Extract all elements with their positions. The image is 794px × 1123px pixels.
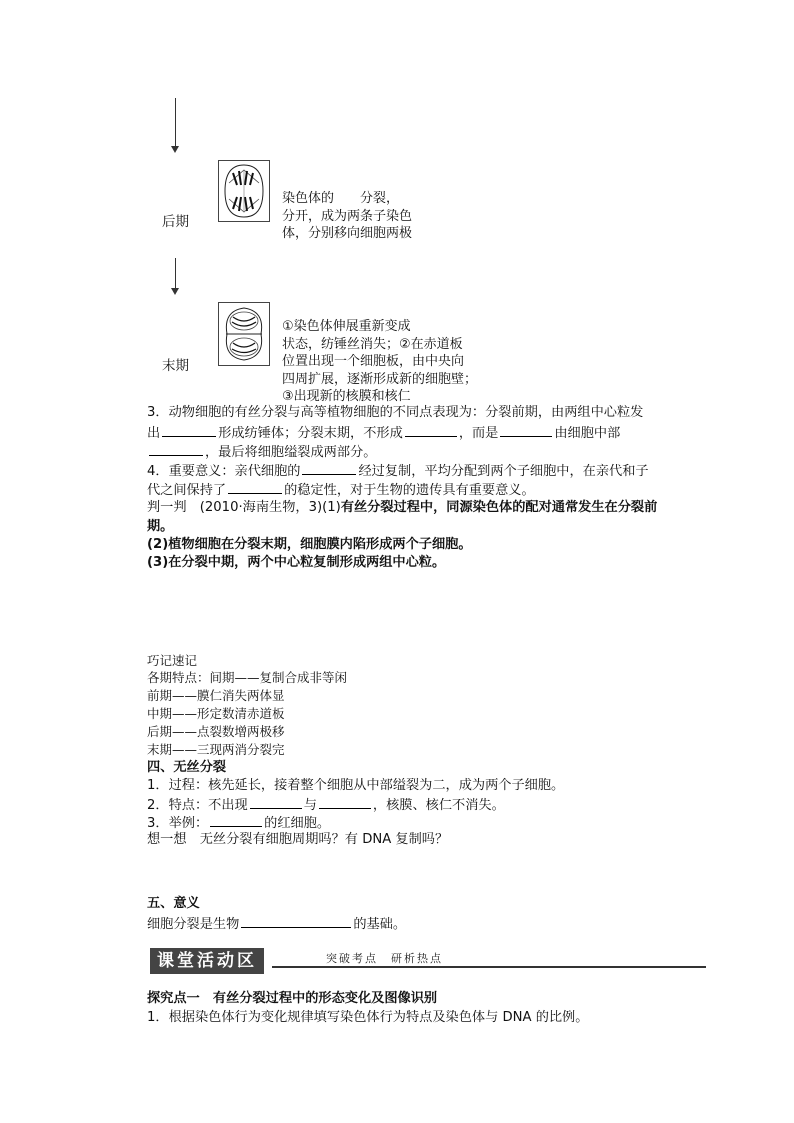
amitosis-line1: 1．过程：核先延长，接着整个细胞从中部缢裂为二，成为两个子细胞。 [147,778,565,793]
judge-line4: (3)在分裂中期，两个中心粒复制形成两组中心粒。 [147,555,446,570]
section4-line1: 4．重要意义：亲代细胞的 经过复制，平均分配到两个子细胞中，在亲代和子 [147,461,649,481]
judge-line3: (2)植物细胞在分裂末期，细胞膜内陷形成两个子细胞。 [147,537,472,552]
fill-blank[interactable] [302,461,356,475]
fill-blank[interactable] [319,795,371,809]
fill-blank[interactable] [241,914,351,928]
section4-line2: 代之间保持了 的稳定性，对于生物的遗传具有重要意义。 [147,480,535,500]
flow-arrowhead-top [171,146,179,153]
mnemonic-line: 中期——形定数清赤道板 [147,706,285,721]
classroom-banner: 课堂活动区 [150,948,264,974]
explore-line1: 1．根据染色体行为变化规律填写染色体行为特点及染色体与 DNA 的比例。 [147,1010,589,1025]
amitosis-title: 四、无丝分裂 [147,760,227,775]
mnemonic-line: 后期——点裂数增两极移 [147,724,285,739]
telophase-label: 末期 [162,358,189,374]
significance-line1: 细胞分裂是生物 的基础。 [147,914,406,934]
judge-line1: 判一判 (2010·海南生物，3)(1)有丝分裂过程中，同源染色体的配对通常发生在分裂前 [147,500,658,515]
anaphase-description: 染色体的 分裂， 分开，成为两条子染色 体，分别移向细胞两极 [282,191,413,241]
banner-subtitle: 突破考点 研析热点 [326,952,443,965]
section3-line1: 3．动物细胞的有丝分裂与高等植物细胞的不同点表现为：分裂前期，由两组中心粒发 [147,405,644,420]
fill-blank[interactable] [162,423,216,437]
significance-title: 五、意义 [147,896,200,911]
anaphase-cell-image [218,160,270,222]
mnemonic-line: 前期——膜仁消失两体显 [147,688,285,703]
fill-blank[interactable] [405,423,457,437]
telophase-cell-image [218,302,270,366]
amitosis-line3: 3．举例： 的红细胞。 [147,813,330,833]
amitosis-think: 想一想 无丝分裂有细胞周期吗？有 DNA 复制吗？ [147,832,449,847]
flow-arrow-middle [175,258,176,288]
mnemonic-line: 末期——三现两消分裂完 [147,742,285,757]
mnemonic-line: 各期特点：间期——复制合成非等闲 [147,670,348,685]
fill-blank[interactable] [210,813,262,827]
fill-blank[interactable] [149,442,203,456]
fill-blank[interactable] [228,480,282,494]
mnemonic-title: 巧记速记 [147,653,198,668]
anaphase-label: 后期 [162,214,189,230]
explore-title: 探究点一 有丝分裂过程中的形态变化及图像识别 [147,991,438,1006]
flow-arrow-top [175,98,176,146]
banner-divider [272,966,706,968]
amitosis-line2: 2．特点：不出现 与 ，核膜、核仁不消失。 [147,795,505,815]
flow-arrowhead-middle [171,288,179,295]
judge-line2: 期。 [147,519,174,534]
section3-line2: 出 形成纺锤体；分裂末期，不形成 ，而是 由细胞中部 [147,423,620,443]
section3-line3: ，最后将细胞缢裂成两部分。 [147,442,376,462]
telophase-description: ①染色体伸展重新变成 状态，纺锤丝消失；②在赤道板 位置出现一个细胞板，由中央向 四周扩展，逐渐形成新的细胞壁； ③出现新的核膜和核仁 [282,319,478,404]
fill-blank[interactable] [500,423,552,437]
fill-blank[interactable] [250,795,302,809]
